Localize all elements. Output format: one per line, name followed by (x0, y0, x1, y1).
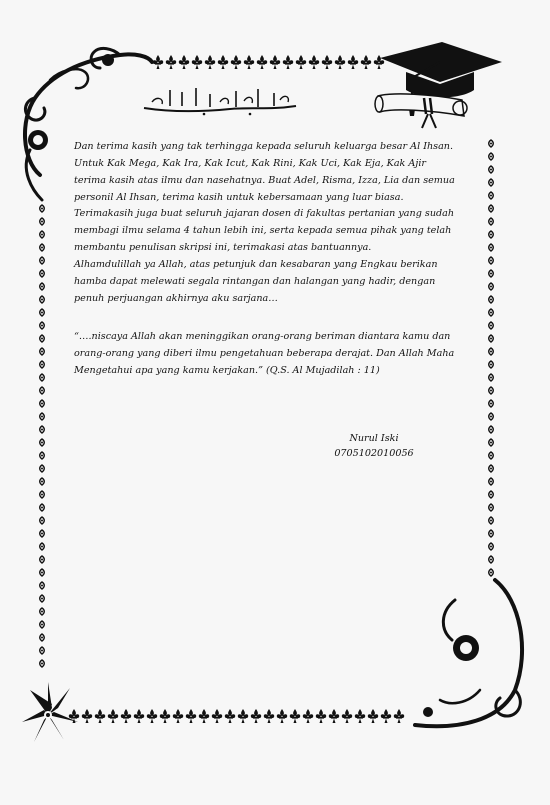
signature-block (322, 431, 426, 461)
left-chain-border (40, 205, 45, 667)
bottom-fleur-border (69, 709, 404, 723)
graduation-cap-icon (372, 38, 507, 133)
paragraph-quran-quote: “….niscaya Allah akan meninggikan orang-orang beriman diantara kamu dan orang-orang yang diberi ilmu pengetahuan beberapa derajat. Dan Allah Maha Mengetahui apa yang kamu kerjakan.” (Q.S. Al Mujadilah : 11) (74, 331, 455, 376)
paragraph-lecturers-thanks: Terimakasih juga buat seluruh jajaran dosen di fakultas pertanian yang sudah membagi ilmu selama 4 tahun lebih ini, serta kepada semua pihak yang telah membantu penulisan skripsi ini, terimakasi atas bantuannya. (74, 208, 455, 253)
paragraph-family-thanks: Dan terima kasih yang tak terhingga kepada seluruh keluarga besar Al Ihsan. Untuk Kak Mega, Kak Ira, Kak Icut, Kak Rini, Kak Uci, Kak Eja, Kak Ajir terima kasih atas ilmu dan nasehatnya. Buat Adel, Risma, Izza, Lia dan semua personil Al Ihsan, terima kasih untuk kebersamaan yang luar biasa. (74, 141, 455, 203)
author-name: Nurul Iski (349, 433, 399, 444)
paragraph-alhamdulillah: Alhamdulillah ya Allah, atas petunjuk dan kesabaran yang Engkau berikan hamba dapat melewati segala rintangan dan halangan yang hadir, dengan penuh perjuangan akhirnya aku sarjana… (74, 259, 438, 304)
basmalah-calligraphy (140, 82, 300, 118)
student-id: 0705102010056 (334, 448, 414, 459)
top-fleur-border (153, 55, 384, 69)
bottom-right-swirl-ornament (415, 580, 522, 726)
right-chain-border (489, 140, 494, 576)
diploma-scroll-icon (375, 94, 467, 128)
poinsettia-flower-icon (22, 682, 78, 742)
